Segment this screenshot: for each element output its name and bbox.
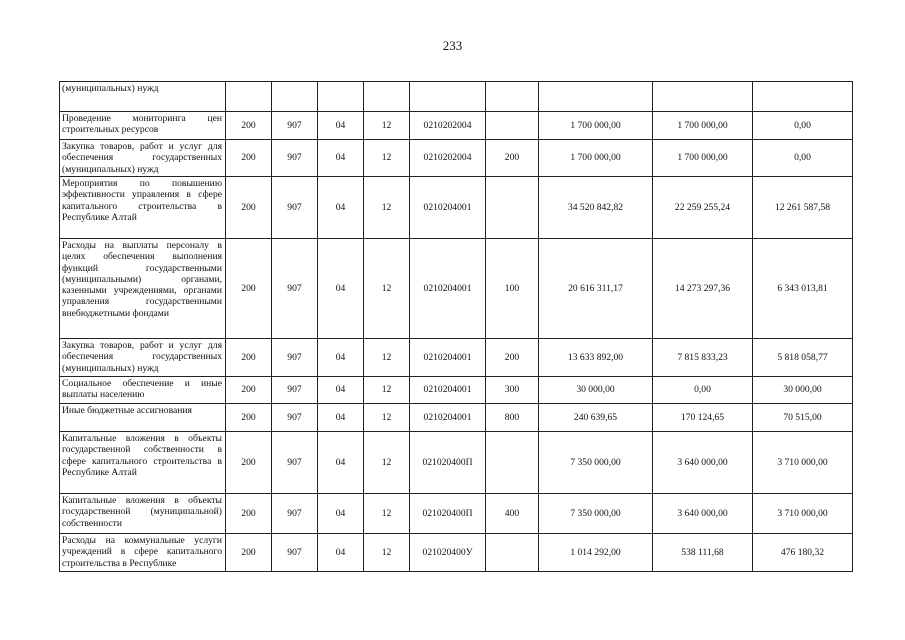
- table-row: [60, 112, 853, 140]
- cell-v1: 1 014 292,00: [539, 534, 653, 572]
- table-row: [60, 404, 853, 432]
- cell-c1: 200: [226, 239, 272, 339]
- cell-c3: 04: [318, 432, 364, 494]
- cell-c2: 907: [272, 239, 318, 339]
- cell-c5: 0210204001: [410, 377, 486, 404]
- row-name: Расходы на коммунальные услуги учреждений в сфере капитального строительства в Республике: [60, 534, 226, 572]
- row-name: Расходы на выплаты персоналу в целях обеспечения выполнения функций государственными (муниципальными) органами, казенными учреждениями, органами управления государственными внебюджетными фондами: [60, 239, 226, 339]
- cell-c3: 04: [318, 177, 364, 239]
- row-name: Капитальные вложения в объекты государственной (муниципальной) собственности: [60, 494, 226, 534]
- cell-c6: [486, 177, 539, 239]
- cell-v1: 240 639,65: [539, 404, 653, 432]
- cell-c3: 04: [318, 239, 364, 339]
- table-row: [60, 339, 853, 377]
- cell-c2: 907: [272, 112, 318, 140]
- table-row: [60, 432, 853, 494]
- cell-c5: 0210202004: [410, 112, 486, 140]
- cell-v3: 6 343 013,81: [753, 239, 853, 339]
- cell-v1: 1 700 000,00: [539, 112, 653, 140]
- cell-c2: 907: [272, 432, 318, 494]
- cell-c4: 12: [364, 177, 410, 239]
- cell-c3: 04: [318, 404, 364, 432]
- cell-v3: 0,00: [753, 140, 853, 177]
- cell-c2: 907: [272, 177, 318, 239]
- cell-c3: 04: [318, 339, 364, 377]
- cell-c4: 12: [364, 140, 410, 177]
- cell-c1: 200: [226, 404, 272, 432]
- cell-c5: 0210204001: [410, 339, 486, 377]
- cell-c2: 907: [272, 377, 318, 404]
- cell-v2: 0,00: [653, 377, 753, 404]
- cell-v3: 3 710 000,00: [753, 432, 853, 494]
- cell-c6: 300: [486, 377, 539, 404]
- cell-c3: 04: [318, 140, 364, 177]
- cell-v3: 12 261 587,58: [753, 177, 853, 239]
- cell-v1: 34 520 842,82: [539, 177, 653, 239]
- cell-c2: 907: [272, 494, 318, 534]
- cell-c1: 200: [226, 339, 272, 377]
- row-name: Капитальные вложения в объекты государственной собственности в сфере капитального строительства в Республике Алтай: [60, 432, 226, 494]
- cell-c5: 0210204001: [410, 239, 486, 339]
- cell-v2: 14 273 297,36: [653, 239, 753, 339]
- cell-c6: [486, 534, 539, 572]
- cell-v1: 30 000,00: [539, 377, 653, 404]
- cell-v2: 7 815 833,23: [653, 339, 753, 377]
- cell-v1: 20 616 311,17: [539, 239, 653, 339]
- cell-v3: [753, 82, 853, 112]
- table-row: [60, 239, 853, 339]
- cell-c5: [410, 82, 486, 112]
- cell-v1: 7 350 000,00: [539, 432, 653, 494]
- cell-v3: 5 818 058,77: [753, 339, 853, 377]
- row-name: Закупка товаров, работ и услуг для обеспечения государственных (муниципальных) нужд: [60, 339, 226, 377]
- cell-c4: 12: [364, 239, 410, 339]
- cell-c4: 12: [364, 494, 410, 534]
- cell-c3: 04: [318, 534, 364, 572]
- cell-c1: 200: [226, 177, 272, 239]
- cell-v2: 22 259 255,24: [653, 177, 753, 239]
- row-name: Мероприятия по повышению эффективности управления в сфере капитального строительства в Республике Алтай: [60, 177, 226, 239]
- cell-v3: 70 515,00: [753, 404, 853, 432]
- cell-v3: 476 180,32: [753, 534, 853, 572]
- cell-c2: [272, 82, 318, 112]
- table-row: [60, 140, 853, 177]
- cell-c5: 0210202004: [410, 140, 486, 177]
- cell-v3: 3 710 000,00: [753, 494, 853, 534]
- cell-c6: [486, 432, 539, 494]
- row-name: Иные бюджетные ассигнования: [60, 404, 226, 432]
- cell-c2: 907: [272, 140, 318, 177]
- cell-c6: [486, 82, 539, 112]
- cell-v3: 0,00: [753, 112, 853, 140]
- cell-v2: 538 111,68: [653, 534, 753, 572]
- cell-v1: 7 350 000,00: [539, 494, 653, 534]
- cell-c3: [318, 82, 364, 112]
- cell-v1: 1 700 000,00: [539, 140, 653, 177]
- cell-c6: 100: [486, 239, 539, 339]
- cell-c6: 400: [486, 494, 539, 534]
- cell-c4: 12: [364, 404, 410, 432]
- cell-v2: 1 700 000,00: [653, 112, 753, 140]
- cell-c5: 0210204001: [410, 404, 486, 432]
- cell-c1: 200: [226, 140, 272, 177]
- cell-c1: [226, 82, 272, 112]
- cell-v1: [539, 82, 653, 112]
- cell-c1: 200: [226, 534, 272, 572]
- cell-c6: [486, 112, 539, 140]
- table-row: [60, 534, 853, 572]
- cell-c3: 04: [318, 494, 364, 534]
- page-number: 233: [442, 38, 463, 53]
- cell-c1: 200: [226, 494, 272, 534]
- table-row: [60, 82, 853, 112]
- cell-c4: 12: [364, 112, 410, 140]
- cell-c5: 0210204001: [410, 177, 486, 239]
- cell-c2: 907: [272, 339, 318, 377]
- cell-v3: 30 000,00: [753, 377, 853, 404]
- cell-v2: 1 700 000,00: [653, 140, 753, 177]
- cell-c3: 04: [318, 112, 364, 140]
- cell-v2: 3 640 000,00: [653, 494, 753, 534]
- cell-c1: 200: [226, 112, 272, 140]
- cell-c6: 200: [486, 339, 539, 377]
- cell-v1: 13 633 892,00: [539, 339, 653, 377]
- cell-c6: 800: [486, 404, 539, 432]
- cell-v2: 170 124,65: [653, 404, 753, 432]
- cell-v2: [653, 82, 753, 112]
- cell-c1: 200: [226, 432, 272, 494]
- cell-c2: 907: [272, 404, 318, 432]
- row-name: Закупка товаров, работ и услуг для обеспечения государственных (муниципальных) нужд: [60, 140, 226, 177]
- cell-c4: 12: [364, 534, 410, 572]
- cell-c4: [364, 82, 410, 112]
- cell-c5: 021020400П: [410, 432, 486, 494]
- table-row: [60, 494, 853, 534]
- row-name: Социальное обеспечение и иные выплаты населению: [60, 377, 226, 404]
- cell-c4: 12: [364, 339, 410, 377]
- table-row: [60, 377, 853, 404]
- budget-table: [59, 81, 853, 572]
- cell-c2: 907: [272, 534, 318, 572]
- cell-v2: 3 640 000,00: [653, 432, 753, 494]
- cell-c5: 021020400У: [410, 534, 486, 572]
- table-row: [60, 177, 853, 239]
- cell-c4: 12: [364, 432, 410, 494]
- cell-c3: 04: [318, 377, 364, 404]
- cell-c1: 200: [226, 377, 272, 404]
- cell-c6: 200: [486, 140, 539, 177]
- row-name: (муниципальных) нужд: [60, 82, 226, 112]
- cell-c5: 021020400П: [410, 494, 486, 534]
- cell-c4: 12: [364, 377, 410, 404]
- row-name: Проведение мониторинга цен строительных ресурсов: [60, 112, 226, 140]
